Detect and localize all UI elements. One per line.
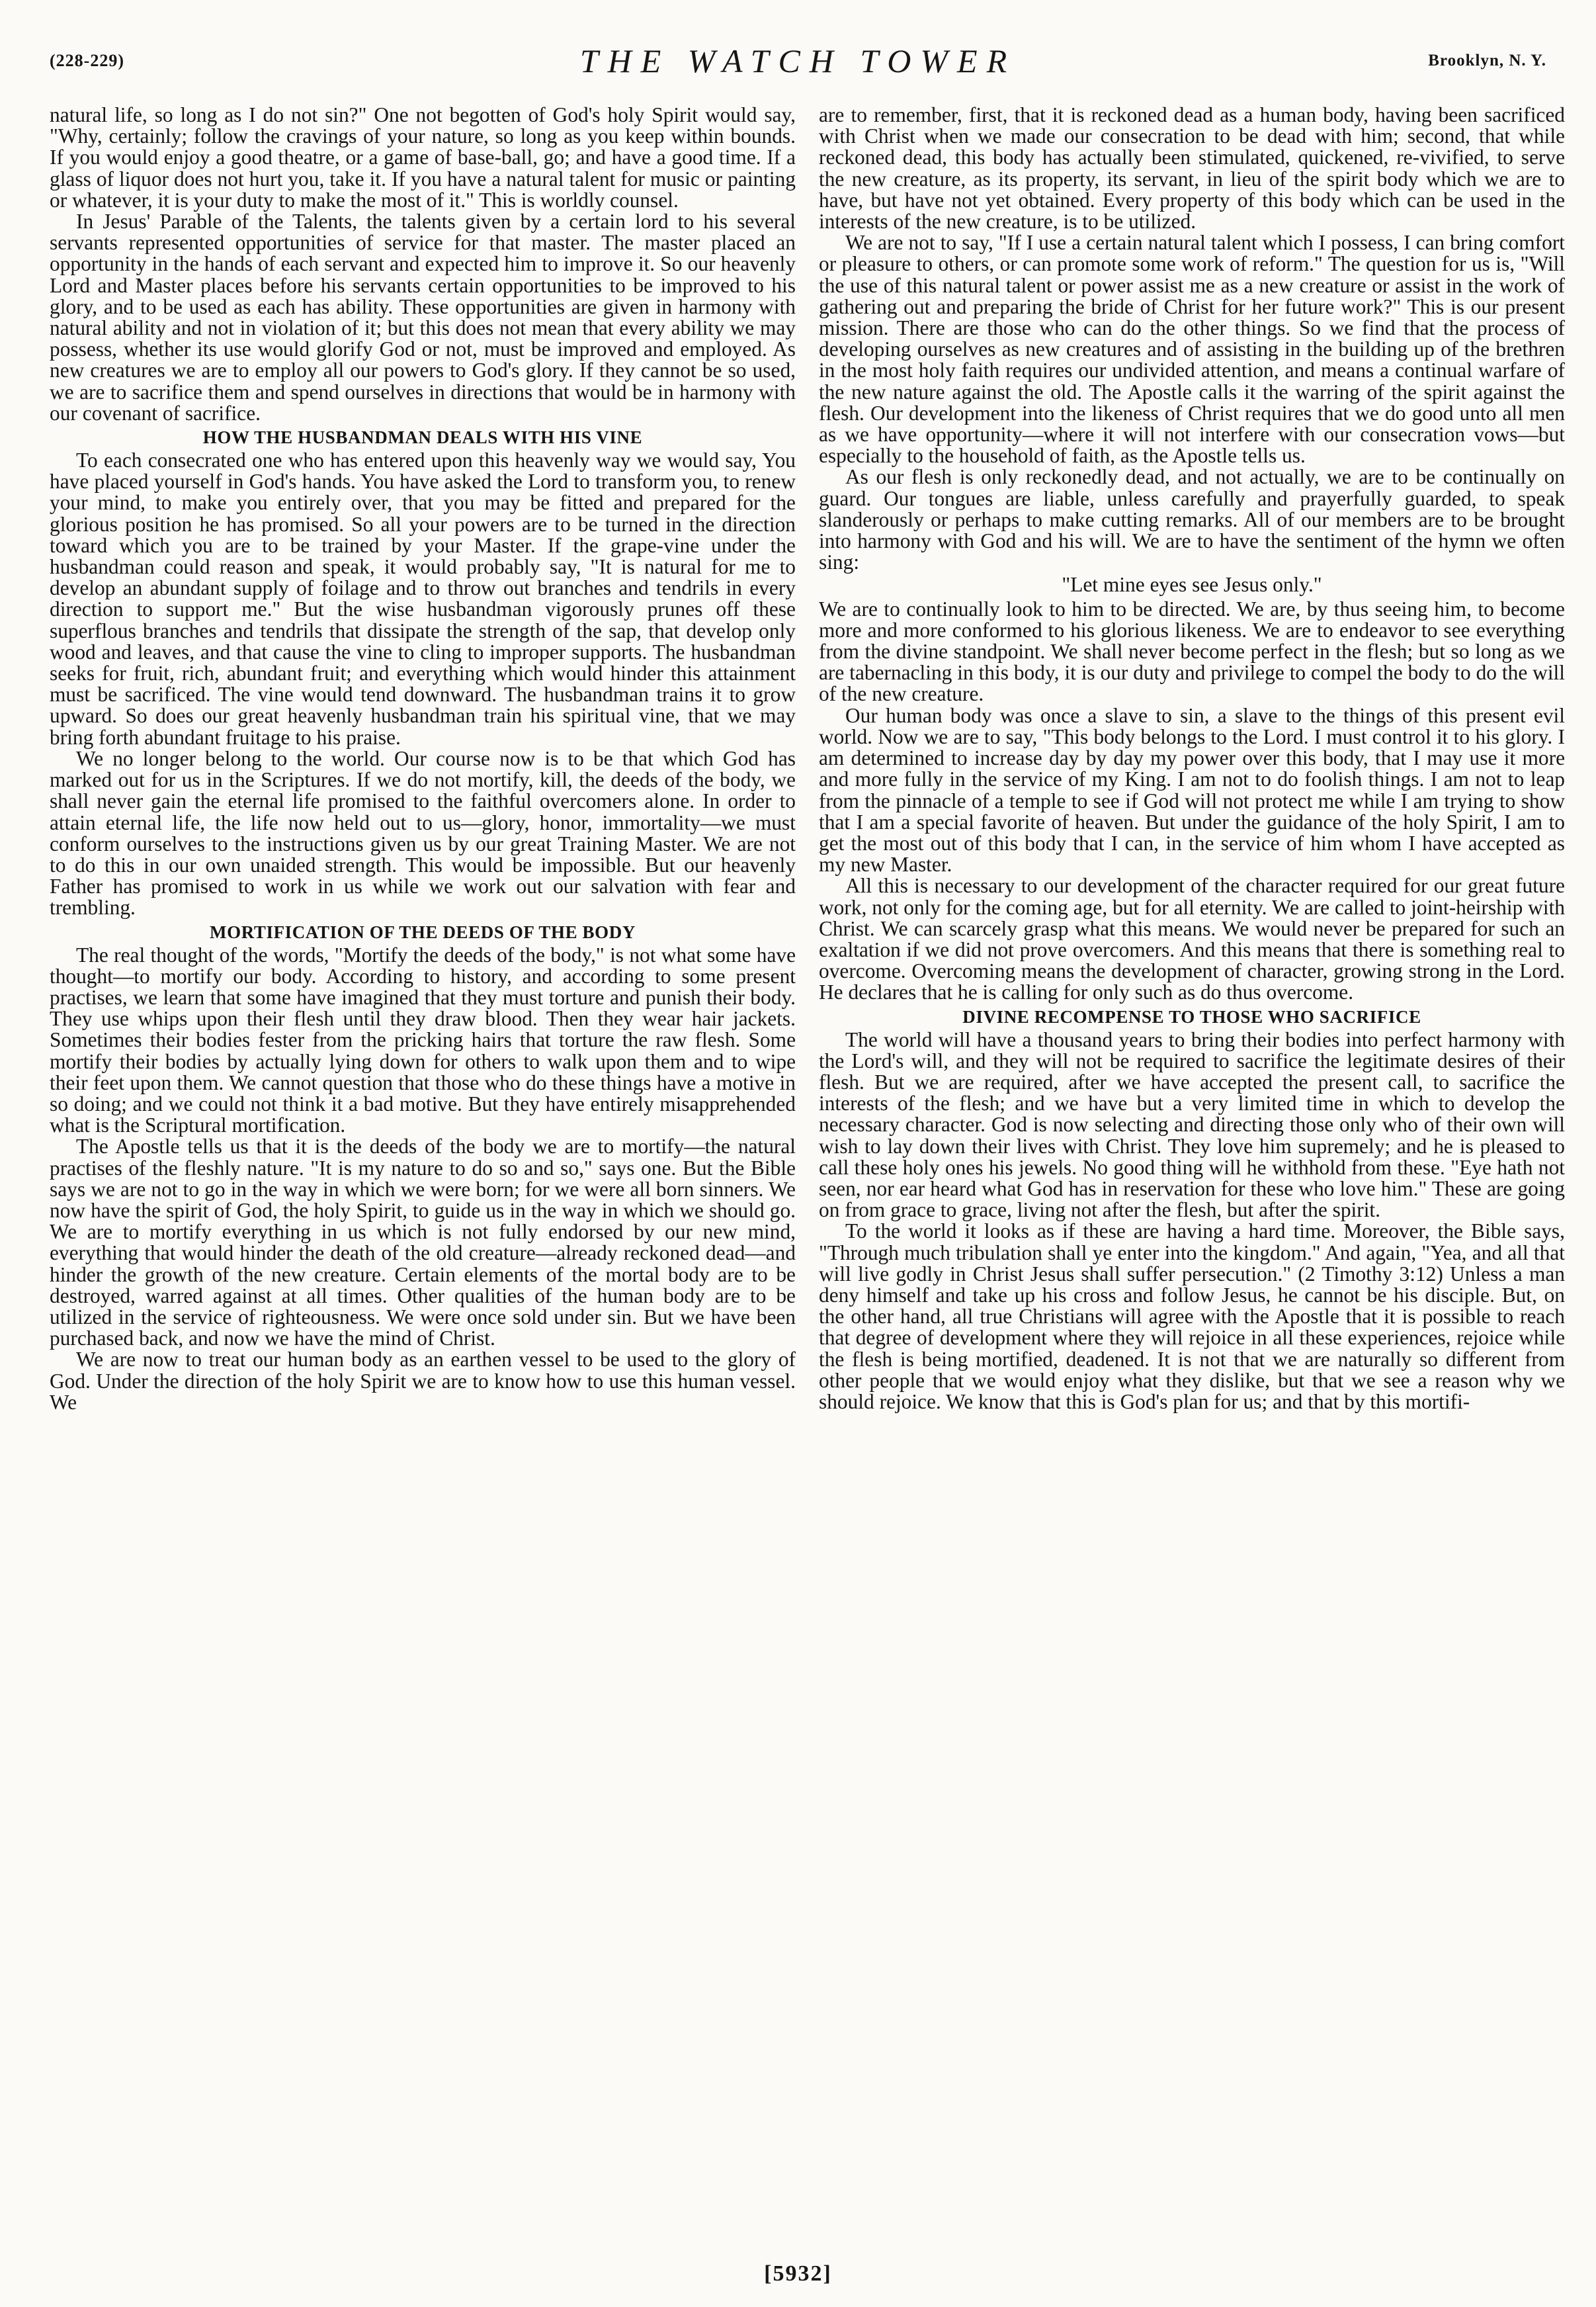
paragraph: We are not to say, "If I use a certain natural talent which I possess, I can bring comfort or pleasure to others, or can promote some work of reform." The question for us is, "Will the use of this natural talent or power assist me as a new creature or assist in the work of gathering out and preparing the bride of Christ for her future work?" This is our present mission. There are those who can do the other things. So we find that the process of developing ourselves as new creatures and of assisting in the building up of the brethren in the most holy faith requires our undivided attention, and means a continual warfare of the new nature against the old. The Apostle calls it the warring of the spirit against the flesh. Our development into the likeness of Christ requires that we do good unto all men as we have opportunity—where it will not interfere with our consecration vows—but especially to the household of faith, as the Apostle tells us.: [819, 231, 1565, 468]
paragraph: The Apostle tells us that it is the deeds of the body we are to mortify—the natural practises of the fleshly nature. "It is my nature to do so and so," says one. But the Bible says we are not to go in the way in which we were born; for we were all born sinners. We now have the spirit of God, the holy Spirit, to guide us in the way in which we should go. We are to mortify everything in us which is not fully endorsed by our new mind, everything that would hinder the death of the old creature—already reckoned dead—and hinder the growth of the new creature. Certain elements of the mortal body are to be destroyed, warred against at all times. Other qualities of the human body are to be utilized in the service of righteousness. We were once sold under sin. But we have been purchased back, and now we have the mind of Christ.: [50, 1135, 796, 1350]
paragraph: In Jesus' Parable of the Talents, the talents given by a certain lord to his several servants represented opportunities of service for that master. The master placed an opportunity in the hands of each servant and expected him to improve it. So our heavenly Lord and Master places before his servants certain opportunities to be improved to his glory, and to be used as each has ability. These opportunities are given in harmony with natural ability and not in violation of it; but this does not mean that every ability we may possess, whether its use would glorify God or not, must be improved and employed. As new creatures we are to employ all our powers to God's glory. If they cannot be so used, we are to sacrifice them and spend ourselves in directions that would be in harmony with our covenant of sacrifice.: [50, 210, 796, 425]
page-header: [50, 41, 1546, 81]
paragraph: All this is necessary to our development of the character required for our great future work, not only for the coming age, but for all eternity. We are called to joint-heirship with Christ. We can scarcely grasp what this means. We would never be prepared for such an exaltation if we did not prove overcomers. And this means that there is something real to overcome. Overcoming means the development of character, growing strong in the Lord. He declares that he is calling for only such as do thus overcome.: [819, 874, 1565, 1004]
publication-title: THE WATCH TOWER: [579, 42, 1017, 79]
paragraph: We are to continually look to him to be directed. We are, by thus seeing him, to become more and more conformed to his glorious likeness. We are to endeavor to see everything from the divine standpoint. We shall never become perfect in the flesh; but so long as we are tabernacling in this body, it is our duty and privilege to compel the body to do the will of the new creature.: [819, 597, 1565, 706]
paragraph: The real thought of the words, "Mortify the deeds of the body," is not what some have thought—to mortify our body. According to history, and according to some present practises, we learn that some have imagined that they must torture and punish their body. They use whips upon their flesh until they draw blood. Then they wear hair jackets. Sometimes their bodies fester from the pricking hairs that torture the raw flesh. Some mortify their bodies by actually lying down for others to walk upon them and to wipe their feet upon them. We cannot question that those who do these things have a motive in so doing; and we could not think it a bad motive. But they have entirely misapprehended what is the Scriptural mortification.: [50, 943, 796, 1137]
section-heading: DIVINE RECOMPENSE TO THOSE WHO SACRIFICE: [962, 1006, 1421, 1027]
paragraph: To each consecrated one who has entered upon this heavenly way we would say, You have placed yourself in God's hands. You have asked the Lord to transform you, to renew your mind, to make you entirely over, that you may be fitted and prepared for the glorious position he has promised. So all your powers are to be turned in the direction toward which you are to be trained by your Master. If the grape-vine under the husbandman could reason and speak, it would probably say, "It is natural for me to develop an abundant supply of foilage and to throw out branches and tendrils in every direction to support me." But the wise husbandman vigorously prunes off these superflous branches and tendrils that dissipate the strength of the sap, that develop only wood and leaves, and that cause the vine to cling to improper supports. The husbandman seeks for fruit, rich, abundant fruit; and everything which would hinder this attainment must be sacrificed. The vine would tend downward. The husbandman trains it to grow upward. So does our great heavenly husbandman train his spiritual vine, that we may bring forth abundant fruitage to his praise.: [50, 449, 796, 749]
paragraph: Our human body was once a slave to sin, a slave to the things of this present evil world. Now we are to say, "This body belongs to the Lord. I must control it to his glory. I am determined to increase day by day my power over this body, that I may use it more and more fully in the service of my King. I am not to do foolish things. I am not to leap from the pinnacle of a temple to see if God will not protect me while I am trying to show that I am a special favorite of heaven. But under the guidance of the holy Spirit, I am to get the most out of this body that I can, in the service of him whom I have accepted as my new Master.: [819, 703, 1565, 877]
page-number: [5932]: [764, 2261, 832, 2286]
paragraph: are to remember, first, that it is reckoned dead as a human body, having been sacrificed with Christ when we made our consecration to be dead with him; second, that while reckoned dead, this body has actually been stimulated, quickened, re-vivified, to serve the new creature, as its property, its servant, in lieu of the spirit body which we are to have, but have not yet obtained. Every property of this body which can be used in the interests of the new creature, is to be utilized.: [819, 103, 1565, 234]
paragraph: natural life, so long as I do not sin?" One not begotten of God's holy Spirit would say, "Why, certainly; follow the cravings of your nature, so long as you keep within bounds. If you would enjoy a good theatre, or a game of base-ball, go; and have a good time. If a glass of liquor does not hurt you, take it. If you have a natural talent for music or painting or whatever, it is your duty to make the most of it." This is worldly counsel.: [50, 103, 796, 212]
page-range: (228-229): [50, 51, 124, 70]
left-column: [50, 105, 796, 1413]
section-heading: MORTIFICATION OF THE DEEDS OF THE BODY: [210, 922, 636, 942]
section-heading: HOW THE HUSBANDMAN DEALS WITH HIS VINE: [202, 427, 643, 448]
paragraph: As our flesh is only reckonedly dead, and not actually, we are to be continually on guard. Our tongues are liable, unless carefully and prayerfully guarded, to speak slanderously or perhaps to make cutting remarks. All of our members are to be brought into harmony with God and his will. We are to have the sentiment of the hymn we often sing:: [819, 465, 1565, 574]
paragraph: We no longer belong to the world. Our course now is to be that which God has marked out for us in the Scriptures. If we do not mortify, kill, the deeds of the body, we shall never gain the eternal life promised to the faithful overcomers alone. In order to attain eternal life, the life now held out to us—glory, honor, immortality—we must conform ourselves to the instructions given us by our great Training Master. We are not to do this in our own unaided strength. This would be impossible. But our heavenly Father has promised to work in us while we work out our salvation with fear and trembling.: [50, 746, 796, 920]
hymn-quote: "Let mine eyes see Jesus only.": [1062, 573, 1322, 597]
paragraph: The world will have a thousand years to bring their bodies into perfect harmony with the Lord's will, and they will not be required to sacrifice the legitimate desires of their flesh. But we are required, after we have accepted the present call, to sacrifice the interests of the flesh; and we have but a very limited time in which to develop the necessary character. God is now selecting and directing those only who of their own will wish to lay down their lives with Christ. They love him supremely; and he is pleased to call these holy ones his jewels. No good thing will he withhold from these. "Eye hath not seen, nor ear heard what God has in reservation for these who love him." These are going on from grace to grace, living not after the flesh, but after the spirit.: [819, 1027, 1565, 1222]
paragraph: To the world it looks as if these are having a hard time. Moreover, the Bible says, "Through much tribulation shall ye enter into the kingdom." And again, "Yea, and all that will live godly in Christ Jesus shall suffer persecution." (2 Timothy 3:12) Unless a man deny himself and take up his cross and follow Jesus, he cannot be his disciple. But, on the other hand, all true Christians will agree with the Apostle that it is possible to reach that degree of development where they will rejoice in all these experiences, rejoice while the flesh is being mortified, deadened. It is not that we are naturally so different from other people that we would enjoy what they dislike, but that we see a reason why we should rejoice. We know that this is God's plan for us; and that by this mortifi-: [819, 1219, 1565, 1413]
paragraph: We are now to treat our human body as an earthen vessel to be used to the glory of God. Under the direction of the holy Spirit we are to know how to use this human vessel. We: [50, 1348, 796, 1414]
right-column: [819, 105, 1565, 1413]
publication-location: Brooklyn, N. Y.: [1428, 52, 1546, 69]
